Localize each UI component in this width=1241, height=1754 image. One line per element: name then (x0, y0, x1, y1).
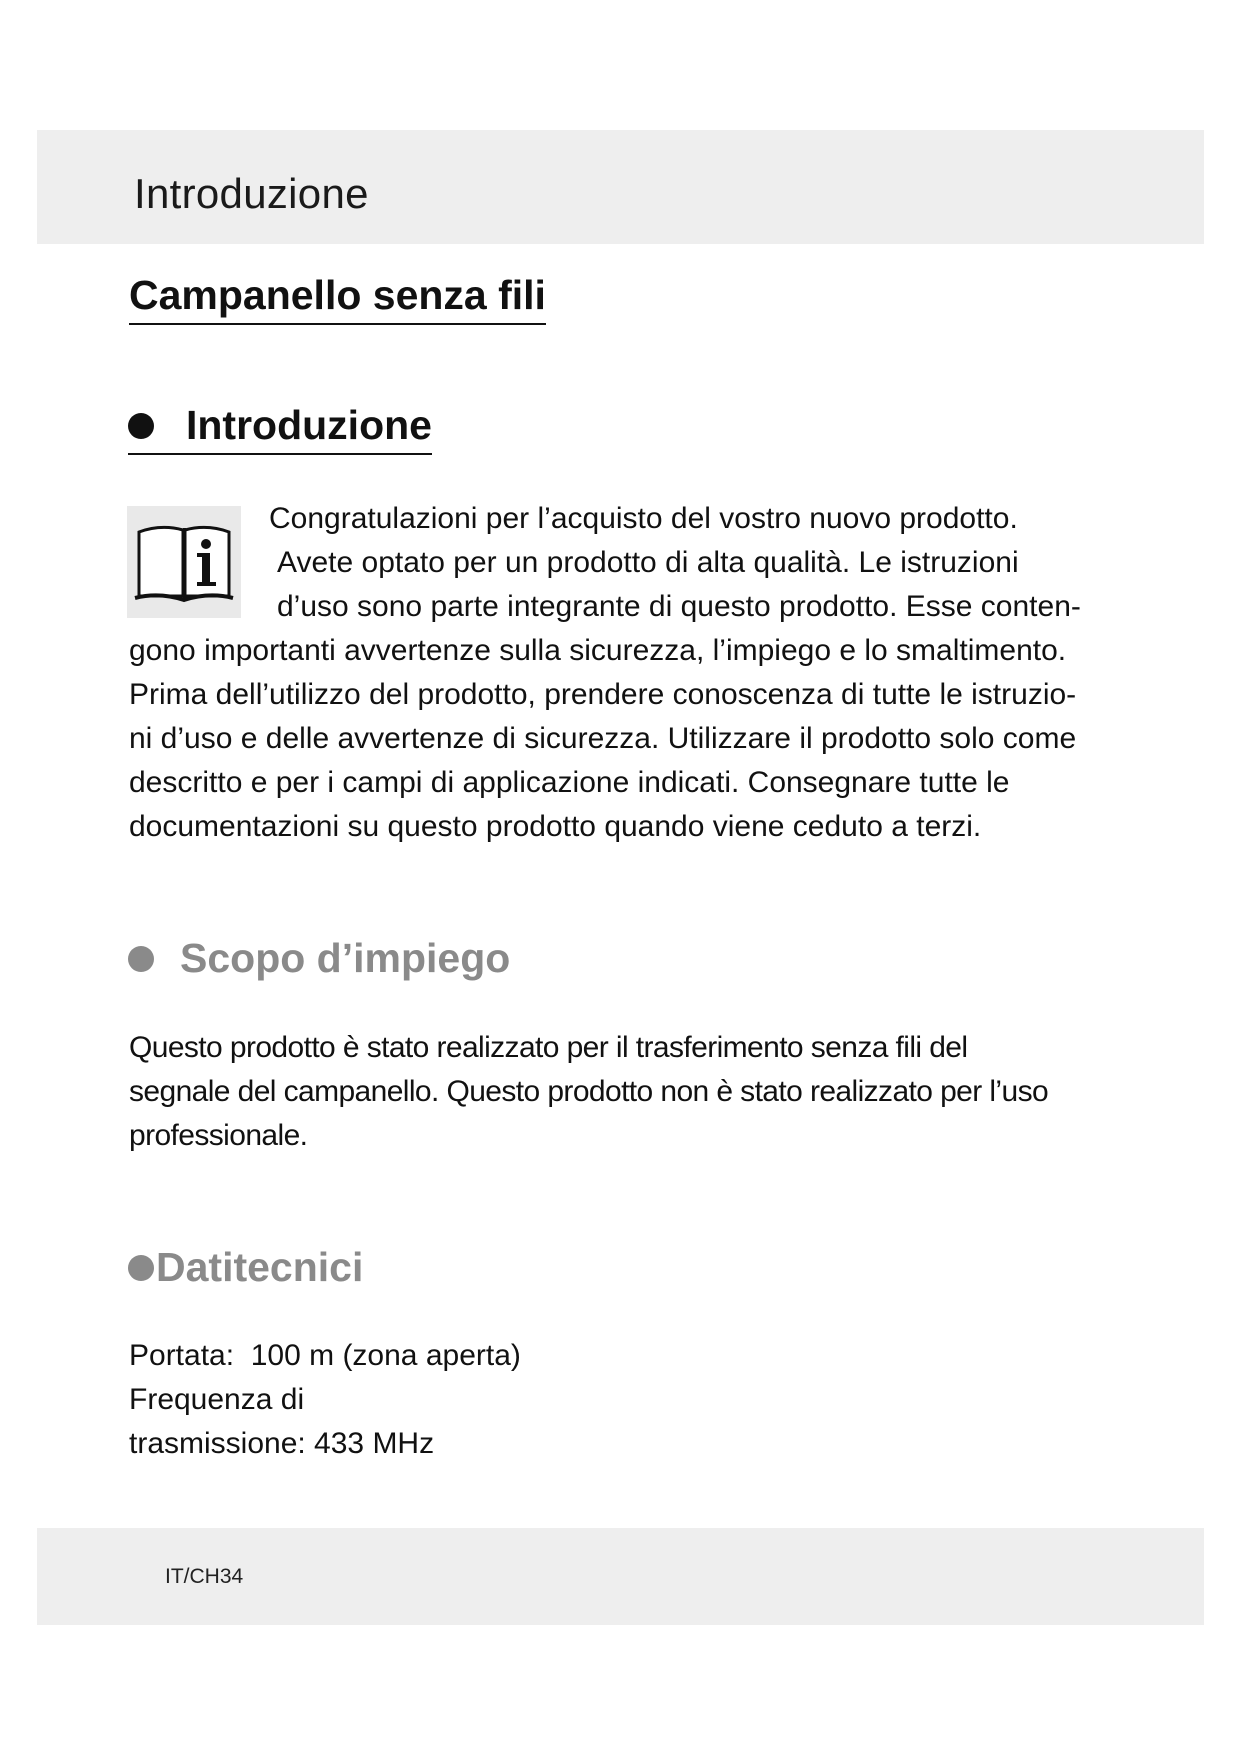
section-heading-introduzione (128, 402, 432, 455)
intro-paragraph (129, 497, 1081, 849)
section-title: Scopo d’impiego (180, 935, 511, 981)
spec-line: trasmissione: 433 MHz (129, 1427, 435, 1460)
scopo-paragraph (129, 1026, 1048, 1158)
paragraph-line: Congratulazioni per l’acquisto del vostro nuovo prodotto. (269, 502, 1018, 535)
bullet-icon (128, 413, 154, 439)
product-title: Campanello senza fili (129, 272, 546, 325)
bullet-icon (128, 1255, 154, 1281)
paragraph-line: Questo prodotto è stato realizzato per il trasferimento senza fili del (129, 1031, 968, 1064)
dati-tecnici-list (129, 1334, 521, 1466)
paragraph-line: segnale del campanello. Questo prodotto non è stato realizzato per l’uso (129, 1075, 1049, 1108)
paragraph-line: Avete optato per un prodotto di alta qualità. Le istruzioni (277, 546, 1019, 579)
header-title: Introduzione (134, 170, 369, 217)
paragraph-line: gono importanti avvertenze sulla sicurezza, l’impiego e lo smaltimento. (129, 634, 1067, 667)
paragraph-line: professionale. (129, 1119, 308, 1152)
section-heading-dati-tecnici (128, 1244, 363, 1291)
section-title: Datitecnici (156, 1244, 364, 1290)
spec-line: Portata: 100 m (zona aperta) (129, 1339, 521, 1372)
page-code: IT/CH34 (165, 1565, 244, 1588)
paragraph-line: d’uso sono parte integrante di questo prodotto. Esse conten- (277, 590, 1081, 623)
section-title: Introduzione (186, 402, 432, 448)
paragraph-line: ni d’uso e delle avvertenze di sicurezza. Utilizzare il prodotto solo come (129, 722, 1077, 755)
spec-line: Frequenza di (129, 1383, 305, 1416)
section-heading-scopo (128, 935, 510, 982)
bullet-icon (128, 946, 154, 972)
paragraph-line: Prima dell’utilizzo del prodotto, prendere conoscenza di tutte le istruzio- (129, 678, 1077, 711)
paragraph-line: documentazioni su questo prodotto quando viene ceduto a terzi. (129, 810, 982, 843)
paragraph-line: descritto e per i campi di applicazione indicati. Consegnare tutte le (129, 766, 1010, 799)
